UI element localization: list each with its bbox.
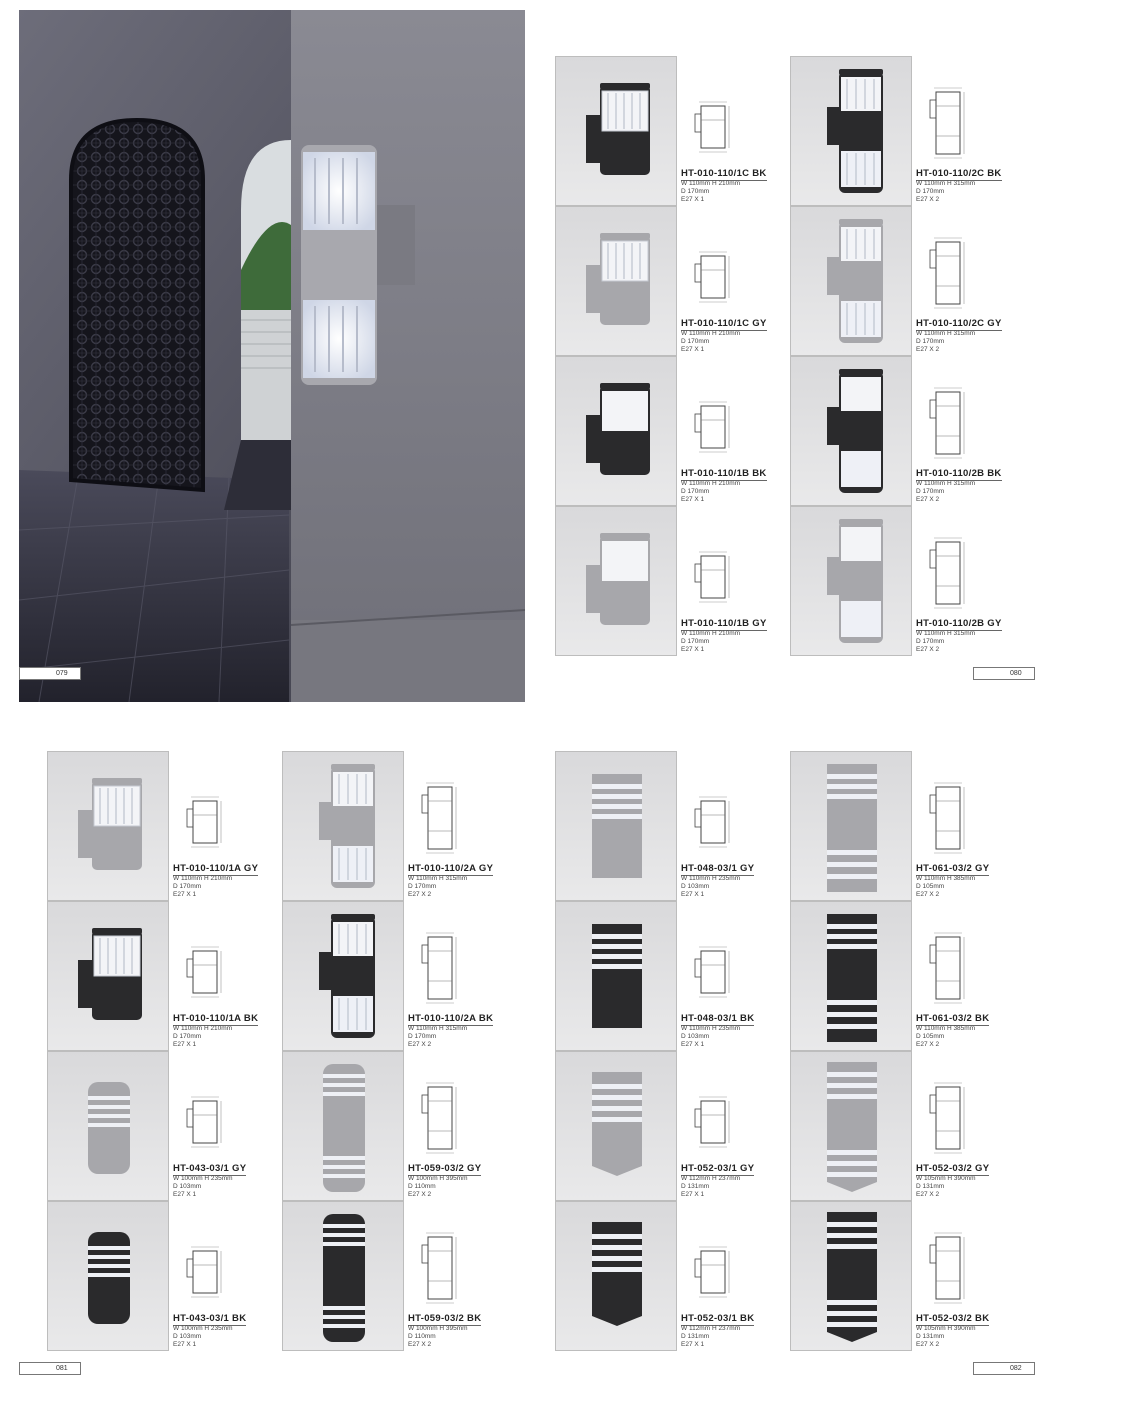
dimension-drawing-icon (693, 550, 733, 613)
product-size-wh: W 110mm H 385mm (916, 875, 976, 882)
product-size-wh: W 110mm H 210mm (173, 875, 233, 882)
product-depth: D 110mm (408, 1333, 436, 1340)
dimension-drawing-icon (693, 250, 733, 313)
product-depth: D 170mm (916, 338, 945, 345)
product-model: HT-010-110/1A GY (173, 863, 259, 874)
product-size-wh: W 100mm H 235mm (173, 1325, 233, 1332)
product-info (679, 1201, 789, 1351)
product-photo (555, 1201, 677, 1351)
product-size-wh: W 105mm H 390mm (916, 1175, 976, 1182)
product-photo (555, 356, 677, 506)
product-photo (790, 56, 912, 206)
product-info (679, 751, 789, 901)
product-bulbs: E27 X 1 (681, 346, 705, 353)
product-photo (282, 751, 404, 901)
product-model: HT-048-03/1 BK (681, 1013, 755, 1024)
product-depth: D 170mm (916, 188, 945, 195)
product-photo (555, 206, 677, 356)
product-bulbs: E27 X 1 (681, 496, 705, 503)
dimension-drawing-icon (928, 781, 968, 864)
product-size-wh: W 112mm H 237mm (681, 1175, 741, 1182)
product-size-wh: W 112mm H 237mm (681, 1325, 741, 1332)
product-model: HT-061-03/2 GY (916, 863, 990, 874)
dimension-drawing-icon (693, 400, 733, 463)
product-size-wh: W 110mm H 235mm (681, 1025, 741, 1032)
hero-photo (19, 10, 525, 702)
wall-lamp-icon (283, 752, 404, 901)
wall-lamp-icon (791, 752, 912, 901)
product-depth: D 170mm (408, 883, 437, 890)
product-depth: D 131mm (916, 1333, 945, 1340)
product-depth: D 170mm (681, 338, 710, 345)
wall-lamp-icon (283, 1052, 404, 1201)
product-depth: D 131mm (681, 1183, 710, 1190)
product-info (914, 1201, 1024, 1351)
product-photo (47, 751, 169, 901)
wall-lamp-icon (556, 207, 677, 356)
product-model: HT-052-03/2 GY (916, 1163, 990, 1174)
product-photo (790, 901, 912, 1051)
wall-lamp-icon (791, 357, 912, 506)
product-info (406, 1051, 516, 1201)
product-info (914, 56, 1024, 206)
product-model: HT-010-110/1C BK (681, 168, 767, 179)
product-model: HT-059-03/2 BK (408, 1313, 482, 1324)
product-photo (790, 506, 912, 656)
product-depth: D 170mm (681, 638, 710, 645)
product-bulbs: E27 X 2 (916, 1341, 940, 1348)
product-size-wh: W 105mm H 390mm (916, 1325, 976, 1332)
dimension-drawing-icon (185, 1095, 225, 1158)
product-bulbs: E27 X 2 (916, 196, 940, 203)
dimension-drawing-icon (693, 1095, 733, 1158)
product-depth: D 170mm (916, 488, 945, 495)
product-bulbs: E27 X 1 (681, 1191, 705, 1198)
product-info (171, 901, 281, 1051)
product-info (679, 206, 789, 356)
page-number-079: 079 (19, 667, 81, 680)
page-number-081: 081 (19, 1362, 81, 1375)
wall-lamp-icon (556, 1052, 677, 1201)
product-model: HT-010-110/2C GY (916, 318, 1002, 329)
product-photo (282, 901, 404, 1051)
wall-lamp-icon (283, 1202, 404, 1351)
product-info (914, 356, 1024, 506)
product-bulbs: E27 X 1 (173, 1341, 197, 1348)
product-model: HT-052-03/2 BK (916, 1313, 990, 1324)
product-info (406, 1201, 516, 1351)
product-info (914, 206, 1024, 356)
wall-lamp-icon (556, 57, 677, 206)
dimension-drawing-icon (693, 100, 733, 163)
hero-scene-illustration (19, 10, 525, 702)
product-depth: D 131mm (916, 1183, 945, 1190)
product-photo (555, 56, 677, 206)
wall-lamp-icon (283, 902, 404, 1051)
product-model: HT-010-110/1A BK (173, 1013, 259, 1024)
product-model: HT-061-03/2 BK (916, 1013, 990, 1024)
product-model: HT-043-03/1 GY (173, 1163, 247, 1174)
product-depth: D 110mm (408, 1183, 436, 1190)
dimension-drawing-icon (928, 86, 968, 169)
product-model: HT-052-03/1 BK (681, 1313, 755, 1324)
product-photo (790, 751, 912, 901)
product-size-wh: W 110mm H 210mm (681, 330, 741, 337)
page-number-082: 082 (973, 1362, 1035, 1375)
product-bulbs: E27 X 2 (916, 1041, 940, 1048)
product-size-wh: W 110mm H 315mm (916, 630, 976, 637)
dimension-drawing-icon (693, 795, 733, 858)
product-model: HT-010-110/2A BK (408, 1013, 494, 1024)
product-info (679, 356, 789, 506)
wall-lamp-icon (556, 357, 677, 506)
wall-lamp-icon (791, 1202, 912, 1351)
dimension-drawing-icon (928, 1081, 968, 1164)
dimension-drawing-icon (928, 386, 968, 469)
product-size-wh: W 110mm H 315mm (916, 180, 976, 187)
product-model: HT-010-110/2B BK (916, 468, 1002, 479)
wall-lamp-icon (791, 507, 912, 656)
product-bulbs: E27 X 1 (681, 891, 705, 898)
product-info (406, 901, 516, 1051)
page-number-080: 080 (973, 667, 1035, 680)
product-bulbs: E27 X 1 (681, 1041, 705, 1048)
product-size-wh: W 110mm H 315mm (408, 1025, 468, 1032)
wall-lamp-icon (48, 1052, 169, 1201)
product-depth: D 103mm (681, 1033, 710, 1040)
product-model: HT-010-110/1B GY (681, 618, 767, 629)
product-size-wh: W 110mm H 315mm (916, 480, 976, 487)
product-depth: D 170mm (408, 1033, 437, 1040)
product-info (679, 901, 789, 1051)
dimension-drawing-icon (420, 781, 460, 864)
product-info (914, 751, 1024, 901)
product-size-wh: W 110mm H 235mm (681, 875, 741, 882)
wall-lamp-icon (556, 752, 677, 901)
product-size-wh: W 110mm H 315mm (916, 330, 976, 337)
product-bulbs: E27 X 1 (681, 1341, 705, 1348)
product-model: HT-048-03/1 GY (681, 863, 755, 874)
product-info (171, 1201, 281, 1351)
product-bulbs: E27 X 2 (408, 1341, 432, 1348)
dimension-drawing-icon (420, 931, 460, 1014)
product-size-wh: W 110mm H 210mm (681, 630, 741, 637)
product-photo (555, 1051, 677, 1201)
product-bulbs: E27 X 1 (173, 891, 197, 898)
product-bulbs: E27 X 2 (916, 346, 940, 353)
product-info (679, 1051, 789, 1201)
product-bulbs: E27 X 1 (173, 1191, 197, 1198)
product-size-wh: W 110mm H 385mm (916, 1025, 976, 1032)
product-bulbs: E27 X 2 (916, 646, 940, 653)
product-model: HT-010-110/2B GY (916, 618, 1002, 629)
wall-lamp-icon (556, 507, 677, 656)
product-depth: D 103mm (173, 1333, 202, 1340)
dimension-drawing-icon (420, 1081, 460, 1164)
product-bulbs: E27 X 1 (681, 646, 705, 653)
product-depth: D 170mm (681, 488, 710, 495)
product-depth: D 170mm (916, 638, 945, 645)
dimension-drawing-icon (928, 536, 968, 619)
product-info (406, 751, 516, 901)
product-depth: D 103mm (173, 1183, 202, 1190)
wall-lamp-icon (556, 1202, 677, 1351)
dimension-drawing-icon (928, 931, 968, 1014)
product-model: HT-010-110/1C GY (681, 318, 767, 329)
product-size-wh: W 110mm H 210mm (681, 180, 741, 187)
wall-lamp-icon (48, 752, 169, 901)
product-model: HT-043-03/1 BK (173, 1313, 247, 1324)
product-photo (555, 506, 677, 656)
dimension-drawing-icon (185, 1245, 225, 1308)
wall-lamp-icon (556, 902, 677, 1051)
product-bulbs: E27 X 2 (916, 496, 940, 503)
product-photo (555, 901, 677, 1051)
wall-lamp-icon (48, 902, 169, 1051)
dimension-drawing-icon (693, 945, 733, 1008)
product-model: HT-010-110/2A GY (408, 863, 494, 874)
dimension-drawing-icon (185, 945, 225, 1008)
product-bulbs: E27 X 2 (408, 891, 432, 898)
product-model: HT-052-03/1 GY (681, 1163, 755, 1174)
product-photo (555, 751, 677, 901)
product-photo (47, 1051, 169, 1201)
product-info (914, 1051, 1024, 1201)
product-info (914, 506, 1024, 656)
product-bulbs: E27 X 2 (408, 1191, 432, 1198)
product-size-wh: W 110mm H 210mm (681, 480, 741, 487)
dimension-drawing-icon (185, 795, 225, 858)
product-bulbs: E27 X 2 (916, 891, 940, 898)
product-depth: D 170mm (681, 188, 710, 195)
product-model: HT-010-110/2C BK (916, 168, 1002, 179)
product-photo (790, 1201, 912, 1351)
wall-lamp-icon (791, 207, 912, 356)
product-model: HT-010-110/1B BK (681, 468, 767, 479)
product-info (679, 506, 789, 656)
product-photo (790, 1051, 912, 1201)
product-photo (790, 206, 912, 356)
product-depth: D 103mm (681, 883, 710, 890)
product-photo (47, 1201, 169, 1351)
dimension-drawing-icon (928, 1231, 968, 1314)
product-size-wh: W 110mm H 315mm (408, 875, 468, 882)
product-depth: D 170mm (173, 883, 202, 890)
wall-lamp-icon (48, 1202, 169, 1351)
product-info (171, 751, 281, 901)
product-model: HT-059-03/2 GY (408, 1163, 482, 1174)
product-info (914, 901, 1024, 1051)
product-size-wh: W 100mm H 395mm (408, 1175, 468, 1182)
product-bulbs: E27 X 1 (681, 196, 705, 203)
product-photo (47, 901, 169, 1051)
product-bulbs: E27 X 2 (408, 1041, 432, 1048)
product-depth: D 131mm (681, 1333, 710, 1340)
product-photo (282, 1201, 404, 1351)
product-size-wh: W 110mm H 210mm (173, 1025, 233, 1032)
product-info (679, 56, 789, 206)
product-bulbs: E27 X 1 (173, 1041, 197, 1048)
product-photo (790, 356, 912, 506)
dimension-drawing-icon (928, 236, 968, 319)
product-depth: D 105mm (916, 1033, 945, 1040)
product-depth: D 170mm (173, 1033, 202, 1040)
dimension-drawing-icon (420, 1231, 460, 1314)
product-info (171, 1051, 281, 1201)
product-depth: D 105mm (916, 883, 945, 890)
product-photo (282, 1051, 404, 1201)
product-bulbs: E27 X 2 (916, 1191, 940, 1198)
product-size-wh: W 100mm H 235mm (173, 1175, 233, 1182)
wall-lamp-icon (791, 1052, 912, 1201)
dimension-drawing-icon (693, 1245, 733, 1308)
product-size-wh: W 100mm H 395mm (408, 1325, 468, 1332)
wall-lamp-icon (791, 57, 912, 206)
wall-lamp-icon (791, 902, 912, 1051)
